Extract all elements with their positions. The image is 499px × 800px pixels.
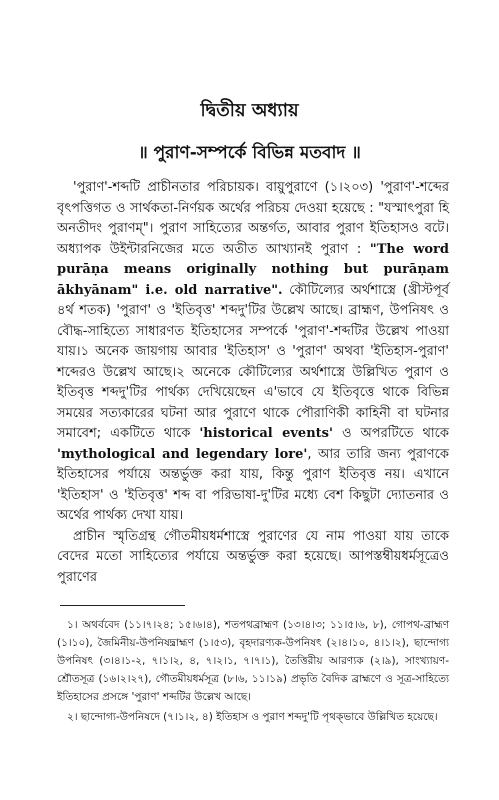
paragraph-1-part-4: , আর তারি জন্য পুরাণকে ইতিহাসের পর্যায়ে অন্তর্ভুক্ত করা যায়, কিন্তু পুরাণ ইতিবৃত্ত নয়। এখানে 'ইতিহাস' ও 'ইতিবৃত্ত' শব্দ বা পরিভাষা-দু'টির মধ্যে বেশ কিছুটা দ্যোতনার ও অর্থের পার্থক্য দেখা যায়। [57, 446, 449, 523]
paragraph-1-english-quote: "The word purāṇa means originally nothing but purāṇam ākhyānam" i.e. old narrative". [57, 241, 449, 298]
footnote-divider [60, 605, 185, 606]
footnote-1: ১। অথর্ববেদ (১১।৭।২৪; ১৫।৬।৪), শতপথব্রাহ্মণ (১৩।৪।৩; ১১।৫।৬, ৮), গোপথ-ব্রাহ্মণ (১।১০), জৈমিনীয়-উপনিষদ্ব্রাহ্মণ (১।৫৩), বৃহদারণ্যক-উপনিষৎ (২।৪।১০, ৪।১।২), ছান্দোগ্য উপনিষৎ (৩।৪।১-২, ৭।১।২, ৪, ৭।২।১, ৭।৭।১), তৈত্তিরীয় আরণ্যক (২।৯), সাংখ্যায়ণ-শ্রৌতসূত্র (১৬।২।২৭), গৌতমীয়ধর্মসূত্র (৮।৬, ১১।১৯) প্রভৃতি বৈদিক ব্রাহ্মণে ও সূত্র-সাহিত্যে ইতিহাসের প্রসঙ্গে 'পুরাণ' শব্দটির উল্লেখ আছে। [57, 619, 449, 703]
paragraph-1-english-term-2: 'mythological and legendary lore' [57, 446, 308, 462]
paragraph-1-part-2: কৌটিল্যের অর্থশাস্ত্রে (খ্রীস্টপূর্ব ৪র্থ শতক) 'পুরাণ' ও 'ইতিবৃত্ত' শব্দদু'টির উল্লেখ আছে। ব্রাহ্মণ, উপনিষৎ ও বৌদ্ধ-সাহিত্যে সাধারণত ইতিহাসের সম্পর্কে 'পুরাণ'-শব্দটির উল্লেখ পাওয়া যায়।১ অনেক জায়গায় আবার 'ইতিহাস' ও 'পুরাণ' অথবা 'ইতিহাস-পুরাণ' শব্দেরও উল্লেখ আছে।২ অনেকে কৌটিল্যের অর্থশাস্ত্রে উল্লিখিত পুরাণ ও ইতিবৃত্ত শব্দদু'টির পার্থক্য দেখিয়েছেন এ'ভাবে যে ইতিবৃত্তে থাকে বিভিন্ন সময়ের সত্যকারের ঘটনা আর পুরাণে থাকে পৌরাণিকী কাহিনী বা ঘটনার সমাবেশ; একটিতে থাকে [57, 282, 449, 441]
paragraph-1-part-1: 'পুরাণ'-শব্দটি প্রাচীনতার পরিচায়ক। বায়ুপুরাণে (১।২০৩) 'পুরাণ'-শব্দের বৃৎপত্তিগত ও সার্থকতা-নির্ণয়ক অর্থের পরিচয় দেওয়া হয়েছে : "যস্মাৎপুরা হি অনতীদং পুরাণম্"। পুরাণ সাহিত্যের অন্তর্গত, আবার পুরাণ ইতিহাসও বটে। অধ্যাপক উইন্টারনিজের মতে অতীত আখ্যানই পুরাণ : [57, 180, 449, 257]
chapter-heading: দ্বিতীয় অধ্যায় [200, 100, 299, 121]
footnotes [57, 616, 449, 728]
main-text [57, 178, 449, 588]
paragraph-1-part-3: ও অপরটিতে থাকে [332, 426, 449, 441]
section-heading: ॥ পুরাণ-সম্পর্কে বিভিন্ন মতবাদ ॥ [138, 143, 361, 163]
footnote-2: ২। ছান্দোগ্য-উপনিষদে (৭।১।২, ৪) ইতিহাস ও পুরাণ শব্দদু'টি পৃথক্‌ভাবে উল্লিখিত হয়েছে। [67, 711, 438, 723]
paragraph-2: প্রাচীন স্মৃতিগ্রন্থ গৌতমীয়ধর্মশাস্ত্রে পুরাণের যে নাম পাওয়া যায় তাকে বেদের মতো সাহিত্যের পর্যায়ে অন্তর্ভুক্ত করা হয়েছে। আপস্তম্বীয়ধর্মসূত্রেও পুরাণের [57, 528, 449, 585]
paragraph-1 [57, 178, 449, 527]
paragraph-1-english-term-1: 'historical events' [199, 426, 333, 441]
